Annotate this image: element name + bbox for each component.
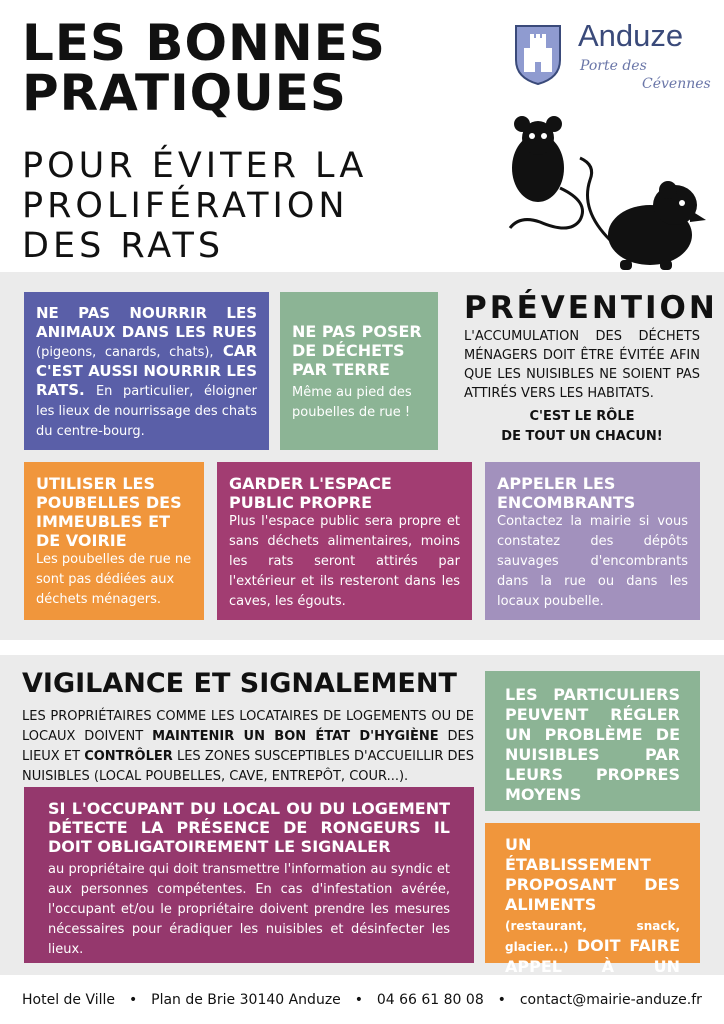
card-nourrir-head-2: CAR C'EST AUSSI NOURRIR LES RATS. [36, 342, 257, 399]
card-appeler-encombrants [485, 462, 700, 620]
vigilance-text-d: CONTRÔLER [84, 749, 173, 764]
vigilance-text-b: MAINTENIR UN BON ÉTAT D'HYGIÈNE [152, 729, 439, 744]
card-signaler-body: au propriétaire qui doit transmettre l'information au syndic et aux personnes compétentes. En cas d'infestation avérée, l'occupant et/ou le propriétaire doivent prendre les mesures nécessaires pour éradiquer les nuisibles et désinfecter les lieux. [48, 862, 450, 957]
card-nourrir-paren: (pigeons, canards, chats), [36, 345, 214, 360]
card-ne-pas-nourrir [24, 292, 269, 450]
page-subtitle [22, 146, 367, 266]
card-espace-head: GARDER L'ESPACE PUBLIC PROPRE [229, 474, 392, 512]
card-poubelles-body: Les poubelles de rue ne sont pas dédiées aux déchets ménagers. [36, 552, 192, 607]
footer-separator: • [354, 992, 363, 1008]
prevention-text: L'ACCUMULATION DES DÉCHETS MÉNAGERS DOIT ÊTRE ÉVITÉE AFIN QUE LES NUISIBLES NE SOIENT PAS ATTIRÉS VERS LES HABITATS. [464, 329, 700, 401]
card-ne-pas-poser [280, 292, 438, 450]
logo-name: Anduze [578, 18, 684, 53]
prevention-title: PRÉVENTION [464, 290, 718, 326]
logo-tagline-2: Cévennes [642, 76, 711, 92]
logo-tagline-1: Porte des [580, 58, 647, 74]
card-etablissement [485, 823, 700, 996]
subtitle-line-2: PROLIFÉRATION [22, 186, 349, 226]
title-line-1: LES BONNES [22, 14, 386, 72]
card-dechets-head: NE PAS POSER DE DÉCHETS PAR TERRE [292, 322, 422, 379]
prevention-emphasis [464, 407, 700, 447]
card-nourrir-body: En particulier, éloigner les lieux de nourrissage des chats du centre-bourg. [36, 384, 257, 439]
card-dechets-body: Même au pied des poubelles de rue ! [292, 385, 412, 420]
card-etablissement-head-2: DOIT FAIRE APPEL À UN PROFESSIONNEL [505, 936, 680, 996]
prevention-emphasis-line-2: DE TOUT UN CHACUN! [501, 429, 663, 444]
vigilance-title: VIGILANCE ET SIGNALEMENT [22, 668, 457, 699]
card-signaler-head: SI L'OCCUPANT DU LOCAL OU DU LOGEMENT DÉTECTE LA PRÉSENCE DE RONGEURS IL DOIT OBLIGATOIREMENT LE SIGNALER [48, 799, 450, 856]
vigilance-text-c: DES LIEUX ET [22, 729, 474, 764]
card-espace-body: Plus l'espace public sera propre et sans déchets alimentaires, moins les rats seront attirés par l'extérieur et ils resteront dans les caves, les égouts. [229, 514, 460, 609]
castle-shield-icon [514, 24, 562, 86]
footer-place: Hotel de Ville [22, 992, 116, 1008]
subtitle-line-3: DES RATS [22, 226, 225, 266]
footer-email: contact@mairie-anduze.fr [519, 992, 702, 1008]
footer-separator: • [128, 992, 138, 1008]
vigilance-text-a: LES PROPRIÉTAIRES COMME LES LOCATAIRES DE LOGEMENTS OU DE LOCAUX DOIVENT [22, 709, 474, 744]
footer-address: Plan de Brie 30140 Anduze [151, 992, 341, 1008]
card-garder-espace [217, 462, 472, 620]
card-encombrants-body: Contactez la mairie si vous constatez des dépôts sauvages d'encombrants dans la rue ou dans les locaux poubelle. [497, 514, 688, 609]
title-line-2: PRATIQUES [22, 64, 347, 122]
footer-separator: • [497, 992, 506, 1008]
card-nourrir-head-1: NE PAS NOURRIR LES ANIMAUX DANS LES RUES [36, 304, 257, 341]
card-utiliser-poubelles [24, 462, 204, 620]
footer-phone: 04 66 61 80 08 [376, 992, 484, 1008]
vigilance-text [22, 707, 474, 787]
card-signaler [24, 787, 474, 963]
footer-contact [22, 992, 702, 1008]
card-etablissement-paren: (restaurant, snack, glacier...) [505, 919, 680, 954]
card-particuliers [485, 671, 700, 811]
card-encombrants-head: APPELER LES ENCOMBRANTS [497, 474, 636, 512]
page-title [22, 14, 386, 122]
card-etablissement-head-1: UN ÉTABLISSEMENT PROPOSANT DES ALIMENTS [505, 835, 680, 914]
subtitle-line-1: POUR ÉVITER LA [22, 146, 368, 186]
anduze-logo [514, 18, 709, 98]
card-poubelles-head: UTILISER LES POUBELLES DES IMMEUBLES ET DE VOIRIE [36, 474, 182, 550]
vigilance-text-e: LES ZONES SUSCEPTIBLES D'ACCUEILLIR DES NUISIBLES (LOCAL POUBELLES, CAVE, ENTREPÔT, COUR...). [22, 749, 474, 784]
prevention-emphasis-line-1: C'EST LE RÔLE [529, 409, 635, 424]
rats-silhouette-icon [500, 110, 710, 280]
card-particuliers-head: LES PARTICULIERS PEUVENT RÉGLER UN PROBLÈME DE NUISIBLES PAR LEURS PROPRES MOYENS [505, 685, 680, 804]
